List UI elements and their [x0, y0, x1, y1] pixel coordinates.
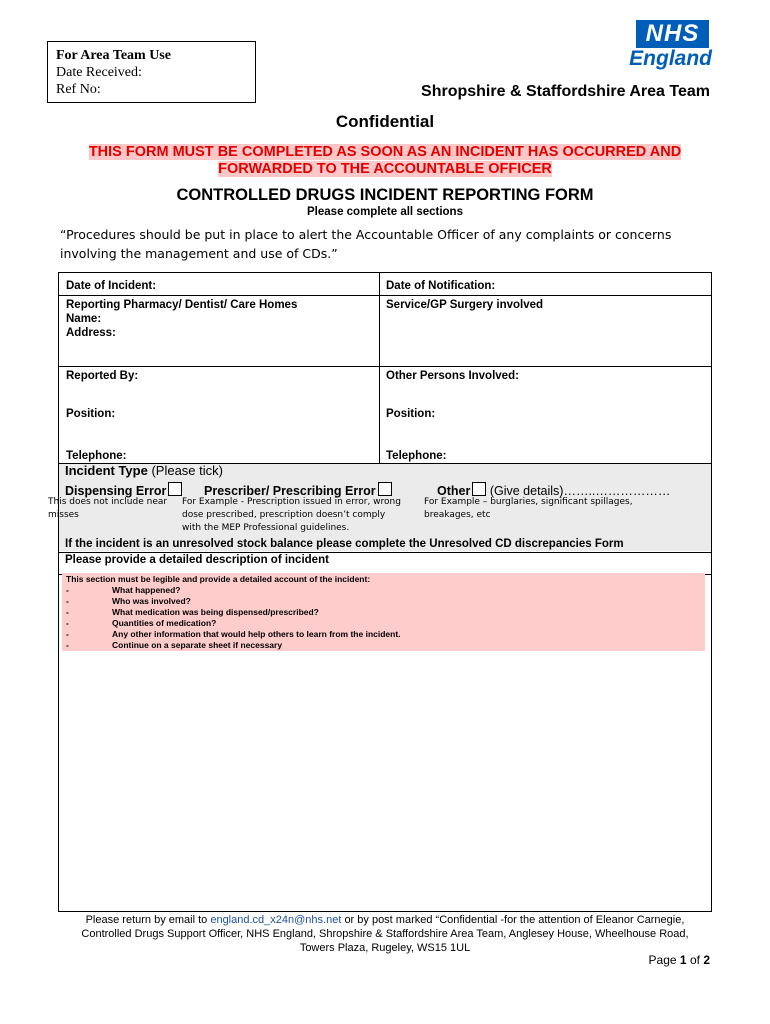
other-note-line: breakages, etc: [424, 510, 491, 520]
dispensing-error-label: Dispensing Error: [65, 484, 167, 498]
ref-no-label: Ref No:: [56, 82, 101, 97]
guidance-item: [66, 585, 180, 596]
dispensing-note-line: misses: [48, 510, 79, 520]
column-divider: [379, 273, 380, 464]
footer-post-text: or by post marked “Confidential -for the attention of Eleanor Carnegie,: [344, 914, 685, 926]
return-email-link[interactable]: england.cd_x24n@nhs.net: [210, 914, 342, 926]
form-title: CONTROLLED DRUGS INCIDENT REPORTING FORM: [176, 186, 594, 204]
procedures-quote: “Procedures should be put in place to alert the Accountable Officer of any complaints or concerns involving the management and use of CDs.”: [60, 227, 672, 261]
footer-line-2: Controlled Drugs Support Officer, NHS England, Shropshire & Staffordshire Area Team, Anglesey House, Wheelhouse Road,: [81, 928, 689, 940]
telephone-left-label: Telephone:: [66, 450, 127, 462]
incident-type-label: Incident Type: [65, 463, 148, 478]
row-divider: [59, 366, 711, 367]
prescriber-note-line: with the MEP Professional guidelines.: [182, 523, 350, 533]
page-total: 2: [703, 953, 710, 967]
other-hint: (Give details)……..………………: [489, 484, 671, 498]
nhs-logo: NHS: [636, 20, 709, 48]
describe-incident-heading: Please provide a detailed description of incident: [65, 554, 329, 566]
guidance-item: [66, 618, 216, 629]
footer-pre-text: Please return by email to: [85, 914, 208, 926]
area-team-heading: Shropshire & Staffordshire Area Team: [421, 83, 710, 100]
row-divider: [59, 552, 711, 553]
unresolved-stock-note: If the incident is an unresolved stock balance please complete the Unresolved CD discrepancies Form: [65, 538, 624, 550]
guidance-intro: This section must be legible and provide a detailed account of the incident:: [66, 574, 371, 584]
page-current: 1: [679, 953, 687, 967]
incident-type-hint: (Please tick): [151, 463, 223, 478]
row-divider: [59, 295, 711, 296]
address-label: Address:: [66, 327, 116, 339]
position-right-label: Position:: [386, 408, 436, 420]
guidance-item-text: Any other information that would help others to learn from the incident.: [112, 629, 401, 639]
reporting-pharmacy-label: [66, 298, 297, 340]
guidance-item-text: What medication was being dispensed/prescribed?: [112, 607, 319, 617]
guidance-item-text: What happened?: [112, 585, 181, 595]
position-left-label: Position:: [66, 408, 116, 420]
dispensing-error-checkbox[interactable]: [168, 482, 182, 496]
bullet: -: [66, 629, 69, 639]
guidance-item-text: Who was involved?: [112, 596, 191, 606]
footer-line-3: Towers Plaza, Rugeley, WS15 1UL: [299, 942, 471, 954]
bullet: -: [66, 596, 69, 606]
warning-line-1: THIS FORM MUST BE COMPLETED AS SOON AS AN INCIDENT HAS OCCURRED AND: [88, 144, 682, 160]
incident-type-heading: [65, 463, 223, 478]
page-word: Page: [648, 953, 677, 967]
prescriber-note-line: For Example - Prescription issued in error, wrong: [182, 497, 401, 507]
reporting-pharmacy-line: Reporting Pharmacy/ Dentist/ Care Homes: [66, 299, 298, 311]
service-gp-surgery-label: Service/GP Surgery involved: [386, 299, 544, 311]
dispensing-note-line: This does not include near: [48, 497, 168, 507]
prescriber-error-label: Prescriber/ Prescribing Error: [204, 484, 376, 498]
return-instructions: [40, 913, 730, 955]
guidance-item-text: Quantities of medication?: [112, 618, 217, 628]
prescriber-error-note: [182, 496, 401, 535]
area-team-use-box: [47, 41, 256, 103]
page-of-word: of: [689, 953, 700, 967]
other-note-line: For Example – burglaries, significant spillages,: [424, 497, 633, 507]
page-number: [600, 953, 710, 967]
bullet: -: [66, 618, 69, 628]
prescriber-error-checkbox[interactable]: [378, 482, 392, 496]
dispensing-error-note: [48, 496, 167, 522]
guidance-item: [66, 607, 319, 618]
bullet: -: [66, 640, 69, 650]
name-label: Name:: [66, 313, 102, 325]
bullet: -: [66, 585, 69, 595]
guidance-item: [66, 640, 282, 651]
date-of-incident-label: Date of Incident:: [66, 280, 157, 292]
bullet: -: [66, 607, 69, 617]
other-checkbox[interactable]: [472, 482, 486, 496]
other-persons-label: Other Persons Involved:: [386, 370, 519, 382]
nhs-region-name: England: [629, 47, 712, 70]
guidance-item: [66, 629, 401, 640]
date-of-notification-label: Date of Notification:: [386, 280, 496, 292]
date-received-label: Date Received:: [56, 65, 142, 80]
prescriber-note-line: dose prescribed, prescription doesn’t comply: [182, 510, 386, 520]
telephone-right-label: Telephone:: [386, 450, 447, 462]
confidential-heading: Confidential: [335, 112, 435, 131]
area-team-use-title: For Area Team Use: [56, 48, 171, 63]
reported-by-label: Reported By:: [66, 370, 139, 382]
guidance-item-text: Continue on a separate sheet if necessary: [112, 640, 283, 650]
warning-banner: [60, 144, 710, 178]
other-note: [424, 496, 633, 522]
footer-line-1: [40, 913, 730, 927]
form-subtitle: Please complete all sections: [307, 206, 463, 218]
warning-line-2: FORWARDED TO THE ACCOUNTABLE OFFICER: [218, 161, 552, 177]
guidance-item: [66, 596, 191, 607]
other-label: Other: [437, 484, 471, 498]
